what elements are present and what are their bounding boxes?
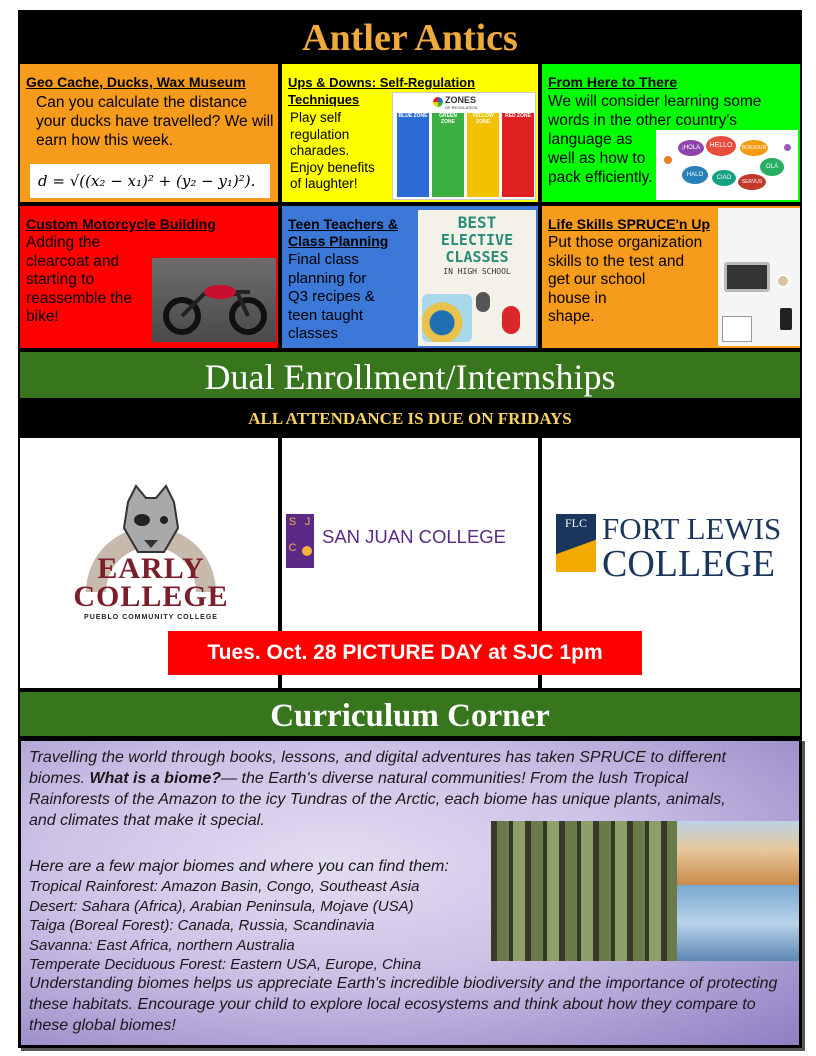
bubble-bonjour: BONJOUR: [740, 140, 768, 156]
motorcycle-icon: [152, 258, 276, 342]
bubble-ola: OLÁ: [760, 158, 784, 176]
laptop-icon: [724, 262, 770, 292]
zones-poster-subtitle: OF REGULATION: [445, 105, 478, 110]
teen-teachers-body: Final class planning for Q3 recipes & teen taught classes: [288, 251, 375, 342]
self-regulation-title-2: Techniques: [288, 92, 360, 107]
biome-list: [29, 877, 421, 975]
self-regulation-title-1: Ups & Downs: Self-Regulation: [288, 75, 476, 90]
bubble-ciao: CIAO: [712, 170, 736, 186]
biome-closing-paragraph: Understanding biomes helps us appreciate Earth's incredible biodiversity and the importance of protecting these habitats. Encourage your child to explore local ecosystems and think about how they compare to these global biomes!: [29, 975, 778, 1034]
biome-item: Temperate Deciduous Forest: Eastern USA, Europe, China: [29, 956, 422, 973]
biome-item: Taiga (Boreal Forest): Canada, Russia, Scandinavia: [29, 917, 375, 934]
curriculum-corner-panel: [18, 738, 802, 1048]
coffee-cup-icon: [776, 274, 790, 288]
phone-icon: [780, 308, 792, 330]
zones-poster-title: ZONES: [445, 95, 477, 105]
geo-cache-title: Geo Cache, Ducks, Wax Museum: [26, 74, 246, 90]
forest-photo: [491, 821, 677, 961]
poster-line-classes: CLASSES: [445, 248, 509, 266]
biome-item: Tropical Rainforest: Amazon Basin, Congo, Southeast Asia: [29, 878, 420, 895]
teen-teachers-cell: [280, 204, 540, 350]
poster-line-best: BEST: [457, 213, 497, 232]
life-skills-cell: [540, 204, 802, 350]
sjc-letter-c: C: [288, 542, 297, 554]
flc-badge-label: FLC: [564, 516, 587, 530]
biome-item: Desert: Sahara (Africa), Arabian Peninsula, Mojave (USA): [29, 897, 414, 915]
life-skills-title: Life Skills SPRUCE'n Up: [548, 216, 711, 232]
picture-day-notice: Tues. Oct. 28 PICTURE DAY at SJC 1pm: [168, 631, 642, 675]
poster-line-elective: ELECTIVE: [440, 231, 514, 249]
sun-icon: [302, 546, 312, 556]
bubble-halo: HALO: [682, 166, 708, 184]
san-juan-college-wordmark: SAN JUAN COLLEGE: [322, 526, 507, 547]
sjc-letter-s: S: [288, 516, 297, 528]
green-zone: GREEN ZONE: [432, 113, 464, 197]
early-college-wordmark-2: COLLEGE: [73, 580, 229, 613]
teen-teachers-title-1: Teen Teachers &: [288, 216, 398, 232]
dot-icon: [664, 156, 672, 164]
fort-lewis-wordmark-2: COLLEGE: [602, 543, 776, 585]
paint-icon: [422, 294, 472, 342]
tundra-photo: [677, 885, 799, 961]
mouse-icon: [502, 306, 520, 334]
newsletter-title: Antler Antics: [18, 10, 802, 62]
biome-intro-paragraph: Travelling the world through books, lessons, and digital adventures has taken SPRUCE to different biomes. What is a biome?— the Earth's diverse natural communities! From the lush Tropical Rainforests of the Amazon to the icy Tundras of the Arctic, each biome has unique plants, animals, and climates that make it special.: [29, 749, 726, 829]
here-to-there-body: We will consider learning some words in the other country's language as well as how to pack efficiently.: [548, 93, 762, 186]
motorcycle-body: Adding the clearcoat and starting to reassemble the bike!: [26, 234, 132, 325]
red-zone: RED ZONE: [502, 113, 534, 197]
notebook-icon: [722, 316, 752, 342]
desk-organization-photo: [718, 208, 800, 346]
dual-enrollment-banner: Dual Enrollment/Internships: [18, 350, 802, 400]
elective-classes-poster: [418, 210, 536, 346]
biome-list-intro: Here are a few major biomes and where you can find them:: [29, 858, 449, 875]
zones-of-regulation-poster: [392, 92, 536, 200]
life-skills-body: Put those organization skills to the test and get our school house in shape.: [548, 234, 703, 325]
here-to-there-title: From Here to There: [548, 74, 678, 90]
dot-icon: [784, 144, 791, 151]
geo-cache-cell: [18, 62, 280, 204]
biome-question: What is a biome?: [89, 770, 222, 787]
desert-photo: [677, 821, 799, 885]
distance-formula: d = √((x₂ − x₁)² + (y₂ − y₁)²).: [30, 164, 270, 198]
here-to-there-cell: [540, 62, 802, 204]
curriculum-corner-banner: Curriculum Corner: [18, 690, 802, 738]
attendance-notice: ALL ATTENDANCE IS DUE ON FRIDAYS: [18, 400, 802, 436]
bubble-hola: ¡HOLA: [678, 140, 704, 156]
poster-line-high-school: IN HIGH SCHOOL: [443, 267, 511, 276]
early-college-wordmark-1: EARLY: [97, 552, 205, 585]
geo-cache-body: Can you calculate the distance your ducks have travelled? We will earn how this week.: [36, 94, 274, 149]
microphone-icon: [476, 292, 490, 312]
teen-teachers-title-2: Class Planning: [288, 233, 389, 249]
motorcycle-photo: [152, 258, 276, 342]
biome-item: Savanna: East Africa, northern Australia: [29, 936, 295, 954]
sjc-emblem: [286, 514, 314, 568]
fort-lewis-wordmark-1: FORT LEWIS: [602, 511, 782, 546]
zones-logo-icon: [433, 97, 443, 107]
sjc-letter-j: J: [304, 516, 311, 528]
blue-zone: BLUE ZONE: [397, 113, 429, 197]
motorcycle-title: Custom Motorcycle Building: [26, 216, 216, 232]
bubble-servus: SERVUS: [738, 174, 766, 190]
yellow-zone: YELLOW ZONE: [467, 113, 499, 197]
self-regulation-body: Play self regulation charades. Enjoy benefits of laughter!: [290, 110, 375, 191]
flc-badge: [556, 514, 596, 572]
language-bubbles-graphic: [656, 130, 798, 200]
motorcycle-cell: [18, 204, 280, 350]
early-college-subtitle: PUEBLO COMMUNITY COLLEGE: [84, 614, 218, 621]
bubble-hello: HELLO: [706, 136, 736, 156]
self-regulation-cell: [280, 62, 540, 204]
